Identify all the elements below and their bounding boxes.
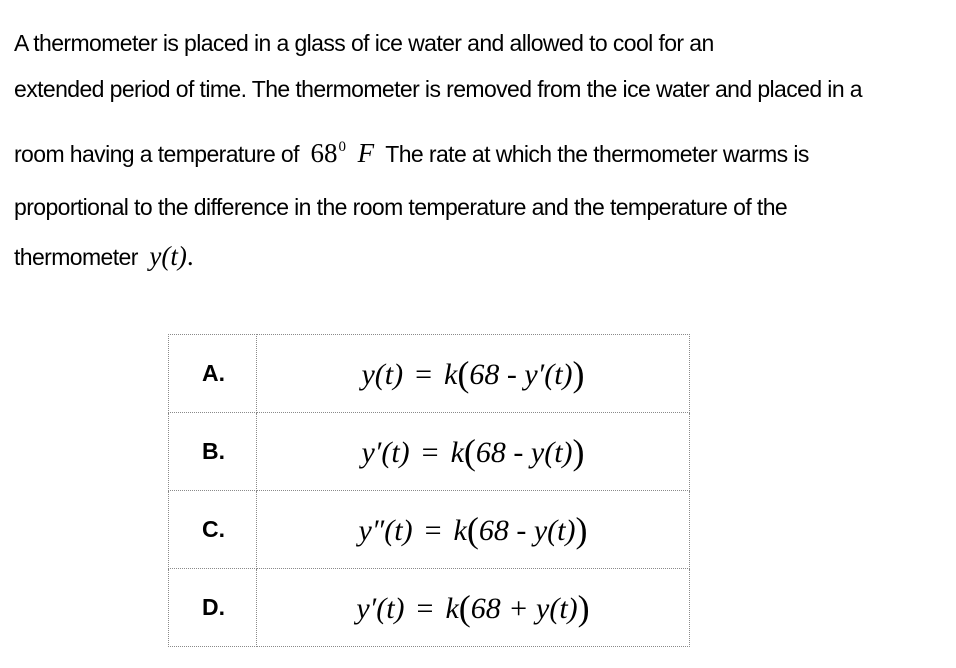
choice-row-c[interactable]: [169, 491, 690, 569]
equation-k: k: [444, 357, 458, 391]
choice-equation-cell[interactable]: [257, 491, 690, 569]
equals-sign: =: [416, 591, 434, 625]
choice-row-b[interactable]: [169, 413, 690, 491]
equation-lhs: y(t): [361, 357, 404, 391]
choice-row-a[interactable]: [169, 335, 690, 413]
choice-label[interactable]: B.: [169, 413, 257, 491]
question-line-2: extended period of time. The thermometer is removed from the ice water and placed in a: [14, 76, 862, 102]
equation-lhs: y′(t): [356, 591, 405, 625]
thermometer-function: y(t): [149, 241, 187, 271]
degree-superscript: 0: [338, 139, 347, 155]
question-period: .: [186, 241, 194, 271]
open-paren: (: [458, 587, 471, 628]
close-paren: ): [572, 431, 585, 472]
question-line-4: proportional to the difference in the room temperature and the temperature of the: [14, 194, 788, 220]
equation-inner: 68 - y(t): [475, 435, 573, 469]
choice-row-d[interactable]: [169, 569, 690, 647]
open-paren: (: [457, 353, 470, 394]
question-line-5: [14, 242, 194, 271]
equation-lhs: y″(t): [358, 513, 413, 547]
room-temperature-value: 68: [310, 138, 338, 168]
question-line-3: [14, 139, 809, 172]
temperature-unit: F: [357, 138, 375, 168]
close-paren: ): [575, 509, 588, 550]
equation-inner: 68 - y(t): [478, 513, 576, 547]
choice-equation-cell[interactable]: [257, 569, 690, 647]
close-paren: ): [577, 587, 590, 628]
equals-sign: =: [421, 435, 439, 469]
choice-equation: [356, 587, 589, 629]
choice-equation: [358, 509, 587, 551]
equation-k: k: [450, 435, 464, 469]
equation-k: k: [445, 591, 459, 625]
question-line-1: A thermometer is placed in a glass of ice water and allowed to cool for an: [14, 30, 714, 56]
choice-label[interactable]: D.: [169, 569, 257, 647]
choice-label[interactable]: C.: [169, 491, 257, 569]
question-line-3-text-before: room having a temperature of: [14, 141, 299, 167]
open-paren: (: [463, 431, 476, 472]
equation-lhs: y′(t): [361, 435, 410, 469]
equation-inner: 68 - y′(t): [469, 357, 573, 391]
equation-k: k: [453, 513, 467, 547]
choice-equation: [361, 353, 584, 395]
equation-inner: 68 + y(t): [470, 591, 578, 625]
question-line-5-text: thermometer: [14, 244, 138, 270]
answer-choices-table: [168, 334, 690, 647]
equals-sign: =: [415, 357, 433, 391]
choice-label[interactable]: A.: [169, 335, 257, 413]
question-line-3-text-after: The rate at which the thermometer warms is: [385, 141, 809, 167]
choice-equation: [361, 431, 584, 473]
choice-equation-cell[interactable]: [257, 335, 690, 413]
equals-sign: =: [424, 513, 442, 547]
choice-equation-cell[interactable]: [257, 413, 690, 491]
close-paren: ): [572, 353, 585, 394]
open-paren: (: [466, 509, 479, 550]
